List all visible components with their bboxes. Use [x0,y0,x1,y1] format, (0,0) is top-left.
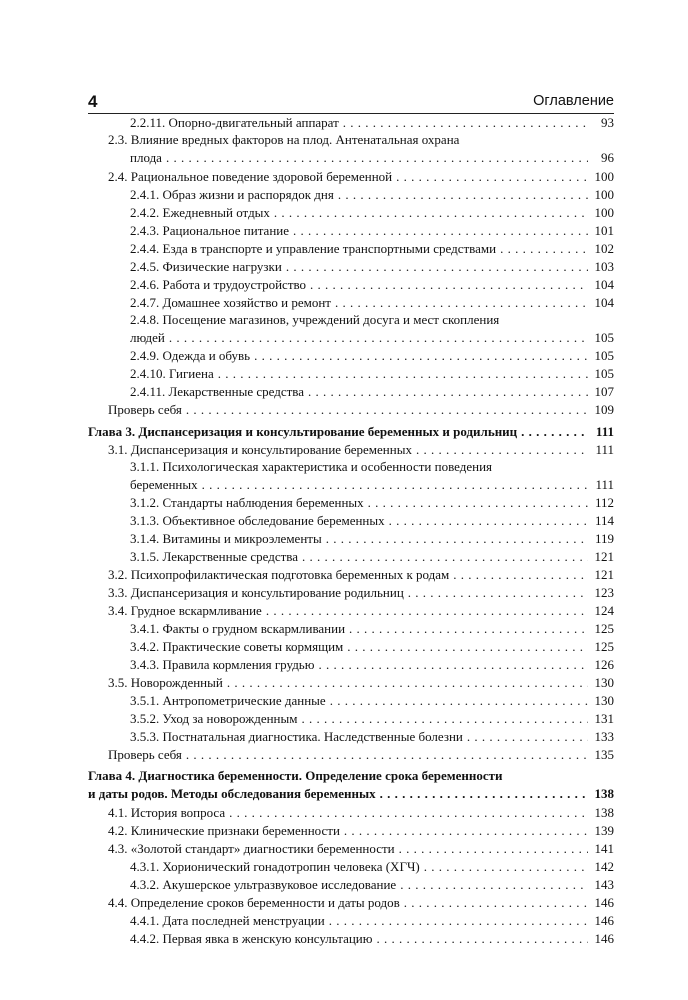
toc-leader-dots [389,512,588,529]
toc-entry[interactable] [130,912,614,929]
toc-entry-page: 121 [594,549,614,564]
toc-entry[interactable] [88,423,614,440]
toc-entry[interactable] [108,746,614,763]
toc-entry-row [108,584,614,601]
toc-entry[interactable] [108,822,614,839]
toc-leader-dots [229,804,588,821]
toc-leader-dots [308,383,588,400]
toc-entry-title: 2.4. Рациональное поведение здоровой беременной [108,169,393,184]
toc-entry-title: 4.3. «Золотой стандарт» диагностики беременности [108,841,395,856]
toc-entry-title: 2.4.10. Гигиена [130,366,214,381]
toc-entry-title-line: 2.3. Влияние вредных факторов на плод. Антенатальная охрана [108,132,460,147]
toc-entry-page: 139 [594,823,614,838]
toc-entry-title: 3.4. Грудное вскармливание [108,603,262,618]
toc-leader-dots [424,858,588,875]
toc-entry-page: 124 [594,603,614,618]
toc-entry-page: 114 [594,513,614,528]
toc-entry-title: 2.4.2. Ежедневный отдых [130,205,270,220]
toc-entry-title: 3.2. Психопрофилактическая подготовка беременных к родам [108,567,450,582]
toc-entry[interactable] [130,656,614,673]
toc-entry-page: 131 [594,711,614,726]
toc-entry-title: 2.4.11. Лекарственные средства [130,384,305,399]
toc-entry[interactable] [108,674,614,691]
toc-leader-dots [399,840,588,857]
toc-entry[interactable] [130,494,614,511]
toc-entry-title: 3.4.2. Практические советы кормящим [130,639,344,654]
toc-entry[interactable] [130,858,614,875]
toc-entry-page: 111 [595,424,614,439]
toc-entry-page: 104 [594,277,614,292]
toc-leader-dots [254,347,588,364]
toc-leader-dots [408,584,588,601]
toc-entry[interactable] [108,804,614,821]
toc-entry-title: 3.1.5. Лекарственные средства [130,549,299,564]
toc-entry-row [108,602,614,619]
toc-entry-title: 3.5. Новорожденный [108,675,223,690]
toc-entry-row [130,347,614,364]
toc-entry-page: 105 [594,366,614,381]
toc-entry-title: 2.4.5. Физические нагрузки [130,259,282,274]
toc-entry-row [130,620,614,637]
toc-entry-page: 100 [594,187,614,202]
toc-entry-page: 93 [601,115,614,130]
toc-entry[interactable] [130,383,614,400]
toc-entry[interactable] [130,548,614,565]
toc-leader-dots [266,602,588,619]
toc-leader-dots [400,876,588,893]
toc-entry[interactable] [108,840,614,857]
toc-entry-row [130,114,614,131]
toc-entry-title: 4.2. Клинические признаки беременности [108,823,340,838]
toc-entry-page: 146 [594,913,614,928]
toc-entry-title: плода [130,150,162,165]
toc-entry-page: 121 [594,567,614,582]
toc-entry-page: 100 [594,205,614,220]
toc-entry-page: 143 [594,877,614,892]
toc-entry-row [108,566,614,583]
toc-entry-title: Проверь себя [108,747,182,762]
toc-entry-row [130,186,614,203]
toc-leader-dots [500,240,588,257]
toc-leader-dots [301,710,588,727]
toc-entry-row [130,548,614,565]
toc-entry-page: 123 [594,585,614,600]
toc-entry-row [130,512,614,529]
toc-entry-page: 135 [594,747,614,762]
toc-leader-dots [302,548,588,565]
toc-entry-row [108,822,614,839]
toc-entry-row [108,746,614,763]
toc-entry[interactable] [130,710,614,727]
toc-entry-title: 4.3.1. Хорионический гонадотропин человека (ХГЧ) [130,859,420,874]
toc-leader-dots [186,401,588,418]
toc-entry-row [130,912,614,929]
toc-entry-row [130,294,614,311]
toc-entry[interactable] [130,114,614,131]
toc-entry-row [130,494,614,511]
toc-leader-dots [329,912,588,929]
toc-entry[interactable] [130,692,614,709]
toc-entry-row [130,204,614,221]
toc-entry[interactable] [130,276,614,293]
toc-entry-page: 138 [594,805,614,820]
toc-entry[interactable] [130,530,614,547]
toc-entry-title: 3.3. Диспансеризация и консультирование родильниц [108,585,404,600]
toc-leader-dots [453,566,588,583]
toc-entry[interactable] [108,894,614,911]
toc-leader-dots [344,822,588,839]
toc-entry-title: 3.1.4. Витамины и микроэлементы [130,531,322,546]
toc-entry[interactable] [130,638,614,655]
toc-entry-row [130,858,614,875]
toc-entry-page: 130 [594,693,614,708]
toc-entry[interactable] [108,401,614,418]
toc-entry-page: 146 [594,895,614,910]
toc-leader-dots [218,365,588,382]
toc-entry-page: 142 [594,859,614,874]
toc-entry[interactable] [88,767,614,802]
toc-leader-dots [347,638,588,655]
toc-entry-page: 96 [601,150,614,165]
toc-entry-row [130,222,614,239]
toc-leader-dots [467,728,588,745]
toc-entry-row [108,168,614,185]
toc-entry[interactable] [108,168,614,185]
toc-entry[interactable] [108,566,614,583]
toc-entry-row [130,149,614,166]
toc-entry-title-line: 2.4.8. Посещение магазинов, учреждений досуга и мест скопления [130,312,500,327]
toc-entry[interactable] [130,930,614,947]
toc-entry[interactable] [130,186,614,203]
toc-entry-page: 141 [594,841,614,856]
toc-leader-dots [186,746,588,763]
toc-entry-row [130,276,614,293]
toc-leader-dots [227,674,588,691]
toc-entry-row [130,710,614,727]
toc-entry[interactable] [130,620,614,637]
page-number: 4 [88,92,98,111]
toc-entry-row [130,476,614,493]
toc-entry-row [130,876,614,893]
toc-entry-page: 109 [594,402,614,417]
toc-entry[interactable] [130,365,614,382]
toc-entry-title: 3.4.3. Правила кормления грудью [130,657,315,672]
running-title: Оглавление [533,93,614,109]
toc-entry-title: Глава 3. Диспансеризация и консультирование беременных и родильниц [88,424,518,439]
toc-leader-dots [326,530,588,547]
toc-entry-page: 111 [595,477,614,492]
toc-entry-row [108,804,614,821]
toc-entry-row [130,329,614,346]
toc-entry-row [130,692,614,709]
toc-entry[interactable] [130,204,614,221]
page-header [88,92,614,114]
toc-entry[interactable] [130,458,614,493]
toc-entry-title: 4.4.1. Дата последней менструации [130,913,325,928]
toc-entry[interactable] [130,311,614,346]
toc-entry-page: 125 [594,621,614,636]
toc-entry-page: 105 [594,348,614,363]
toc-entry-row [130,530,614,547]
toc-entry-row [130,728,614,745]
toc-leader-dots [416,441,588,458]
toc-entry-page: 112 [594,495,614,510]
toc-entry-title: 2.4.9. Одежда и обувь [130,348,251,363]
toc-entry-page: 107 [594,384,614,399]
toc-entry-title: Проверь себя [108,402,182,417]
toc-entry-title: 2.4.3. Рациональное питание [130,223,290,238]
toc-entry-row [130,638,614,655]
toc-entry[interactable] [130,347,614,364]
toc-entry[interactable] [108,602,614,619]
toc-leader-dots [274,204,588,221]
toc-entry-title: 3.1.3. Объективное обследование беременных [130,513,385,528]
toc-entry-title: 3.5.3. Постнатальная диагностика. Наследственные болезни [130,729,463,744]
toc-entry-title: 4.4.2. Первая явка в женскую консультацию [130,931,373,946]
toc-entry[interactable] [130,512,614,529]
toc-entry-title: 3.1. Диспансеризация и консультирование беременных [108,442,412,457]
toc-entry-page: 111 [595,442,614,457]
toc-entry-row [108,840,614,857]
toc-leader-dots [318,656,588,673]
toc-entry-title: людей [130,330,165,345]
toc-entry-page: 104 [594,295,614,310]
toc-entry-row [108,401,614,418]
toc-entry-title: 3.5.2. Уход за новорожденным [130,711,298,726]
toc-entry-page: 101 [594,223,614,238]
toc-entry[interactable] [130,294,614,311]
toc-leader-dots [404,894,588,911]
toc-entry-title-line: 3.1.1. Психологическая характеристика и особенности поведения [130,459,493,474]
toc-entry-page: 100 [594,169,614,184]
toc-leader-dots [338,186,588,203]
toc-leader-dots [349,620,588,637]
toc-entry-row [130,240,614,257]
toc-entry-row [108,441,614,458]
toc-entry-title: 3.4.1. Факты о грудном вскармливании [130,621,346,636]
toc-leader-dots [286,258,588,275]
toc-entry-title: 2.2.11. Опорно-двигательный аппарат [130,115,339,130]
toc-entry-row [88,423,614,440]
toc-entry[interactable] [130,258,614,275]
toc-entry-page: 126 [594,657,614,672]
toc-leader-dots [521,423,588,440]
toc-leader-dots [368,494,588,511]
toc-entry-row [108,894,614,911]
toc-leader-dots [376,930,588,947]
toc-entry-title: 3.1.2. Стандарты наблюдения беременных [130,495,364,510]
toc-entry-row [108,674,614,691]
toc-leader-dots [169,329,588,346]
toc-entry-title: 2.4.4. Езда в транспорте и управление транспортными средствами [130,241,497,256]
toc-entry-page: 119 [594,531,614,546]
toc-entry-page: 103 [594,259,614,274]
toc-entry-page: 146 [594,931,614,946]
toc-leader-dots [310,276,588,293]
toc-entry[interactable] [108,441,614,458]
toc-entry-page: 133 [594,729,614,744]
toc-entry-title: 3.5.1. Антропометрические данные [130,693,326,708]
toc-leader-dots [330,692,588,709]
toc-entry-row [130,258,614,275]
toc-entry-title: и даты родов. Методы обследования беременных [88,786,376,801]
toc-leader-dots [166,149,588,166]
toc-entry-title: беременных [130,477,198,492]
toc-entry-title: 4.4. Определение сроков беременности и даты родов [108,895,400,910]
toc-entry[interactable] [130,728,614,745]
toc-leader-dots [396,168,588,185]
toc-leader-dots [380,785,588,802]
toc-leader-dots [335,294,588,311]
toc-entry-title: 2.4.6. Работа и трудоустройство [130,277,307,292]
toc-entry-title-line: Глава 4. Диагностика беременности. Определение срока беременности [88,768,503,783]
toc-entry-page: 102 [594,241,614,256]
toc-entry-row [130,656,614,673]
toc-leader-dots [343,114,588,131]
toc-entry-row [88,785,614,802]
toc-entry[interactable] [130,222,614,239]
toc-entry-row [130,930,614,947]
toc-entry[interactable] [108,584,614,601]
toc-leader-dots [202,476,588,493]
toc-leader-dots [293,222,588,239]
toc-entry-title: 2.4.7. Домашнее хозяйство и ремонт [130,295,331,310]
toc-entry-page: 138 [594,786,614,801]
toc-entry-row [130,365,614,382]
toc-entry-page: 105 [594,330,614,345]
toc-entry-row [130,383,614,400]
toc-entry-page: 130 [594,675,614,690]
toc-entry[interactable] [108,131,614,166]
toc-entry[interactable] [130,876,614,893]
toc-entry-title: 4.1. История вопроса [108,805,226,820]
toc-entry-title: 2.4.1. Образ жизни и распорядок дня [130,187,334,202]
toc-entry-title: 4.3.2. Акушерское ультразвуковое исследование [130,877,397,892]
toc-entry[interactable] [130,240,614,257]
toc-entry-page: 125 [594,639,614,654]
